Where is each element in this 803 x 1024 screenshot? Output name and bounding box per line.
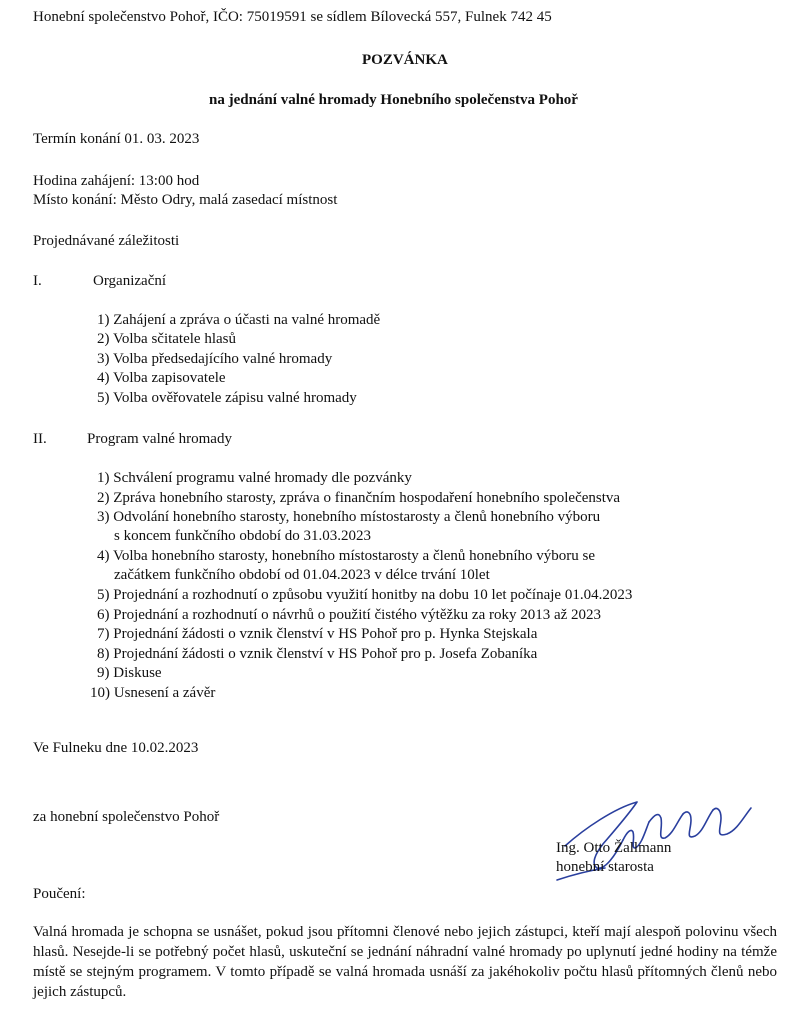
section-2-item: 7) Projednání žádosti o vznik členství v HS Pohoř pro p. Hynka Stejskala xyxy=(97,626,538,642)
meeting-time: Hodina zahájení: 13:00 hod xyxy=(33,173,200,189)
section-2-item: 5) Projednání a rozhodnutí o způsobu využití honitby na dobu 10 let počínaje 01.04.2023 xyxy=(97,587,633,603)
section-1-item: 1) Zahájení a zpráva o účasti na valné hromadě xyxy=(97,312,381,328)
signatory-name: Ing. Otto Žallmann xyxy=(556,840,672,856)
header-line: Honební společenstvo Pohoř, IČO: 75019591 se sídlem Bílovecká 557, Fulnek 742 45 xyxy=(33,9,552,25)
section-1-title: Organizační xyxy=(93,273,167,289)
signatory-role: honební starosta xyxy=(556,859,654,875)
notice-heading: Poučení: xyxy=(33,886,86,902)
meeting-place: Místo konání: Město Odry, malá zasedací místnost xyxy=(33,192,338,208)
document-subtitle: na jednání valné hromady Honebního společenstva Pohoř xyxy=(209,92,578,108)
date-place: Ve Fulneku dne 10.02.2023 xyxy=(33,740,199,756)
section-1-item: 4) Volba zapisovatele xyxy=(97,370,226,386)
section-2-item: 6) Projednání a rozhodnutí o návrhů o použití čistého výtěžku za roky 2013 až 2023 xyxy=(97,607,602,623)
section-2-item: 1) Schválení programu valné hromady dle pozvánky xyxy=(97,470,412,486)
section-2-item: 10) Usnesení a závěr xyxy=(90,685,216,701)
section-2-item: 9) Diskuse xyxy=(97,665,162,681)
on-behalf-line: za honební společenstvo Pohoř xyxy=(33,809,220,825)
section-2-item-continuation: začátkem funkčního období od 01.04.2023 v délce trvání 10let xyxy=(114,567,490,583)
section-2-item: 4) Volba honebního starosty, honebního místostarosty a členů honebního výboru se xyxy=(97,548,595,564)
section-1-item: 5) Volba ověřovatele zápisu valné hromady xyxy=(97,390,357,406)
section-1-item: 3) Volba předsedajícího valné hromady xyxy=(97,351,333,367)
section-2-item-continuation: s koncem funkčního období do 31.03.2023 xyxy=(114,528,372,544)
section-2-title: Program valné hromady xyxy=(87,431,232,447)
section-2-number: II. xyxy=(33,431,47,447)
document-title: POZVÁNKA xyxy=(362,52,448,68)
section-2-item: 2) Zpráva honebního starosty, zpráva o finančním hospodaření honebního společenstva xyxy=(97,490,621,506)
meeting-date: Termín konání 01. 03. 2023 xyxy=(33,131,200,147)
section-2-item: 3) Odvolání honebního starosty, honebního místostarosty a členů honebního výboru xyxy=(97,509,601,525)
section-2-item: 8) Projednání žádosti o vznik členství v HS Pohoř pro p. Josefa Zobaníka xyxy=(97,646,538,662)
agenda-heading: Projednávané záležitosti xyxy=(33,233,180,249)
section-1-item: 2) Volba sčitatele hlasů xyxy=(97,331,236,347)
notice-paragraph: Valná hromada je schopna se usnášet, pokud jsou přítomni členové nebo jejich zástupci, kteří mají alespoň polovinu všech hlasů. Nesejde-li se potřebný počet hlasů, uskuteční se jednání náhradní valné hromady po uplynutí jedné hodiny na témže místě se stejným programem. V tomto případě se valná hromada usnáší za jakéhokoliv počtu hlasů přítomných členů nebo jejich zástupců. xyxy=(33,924,777,1000)
section-1-number: I. xyxy=(33,273,42,289)
